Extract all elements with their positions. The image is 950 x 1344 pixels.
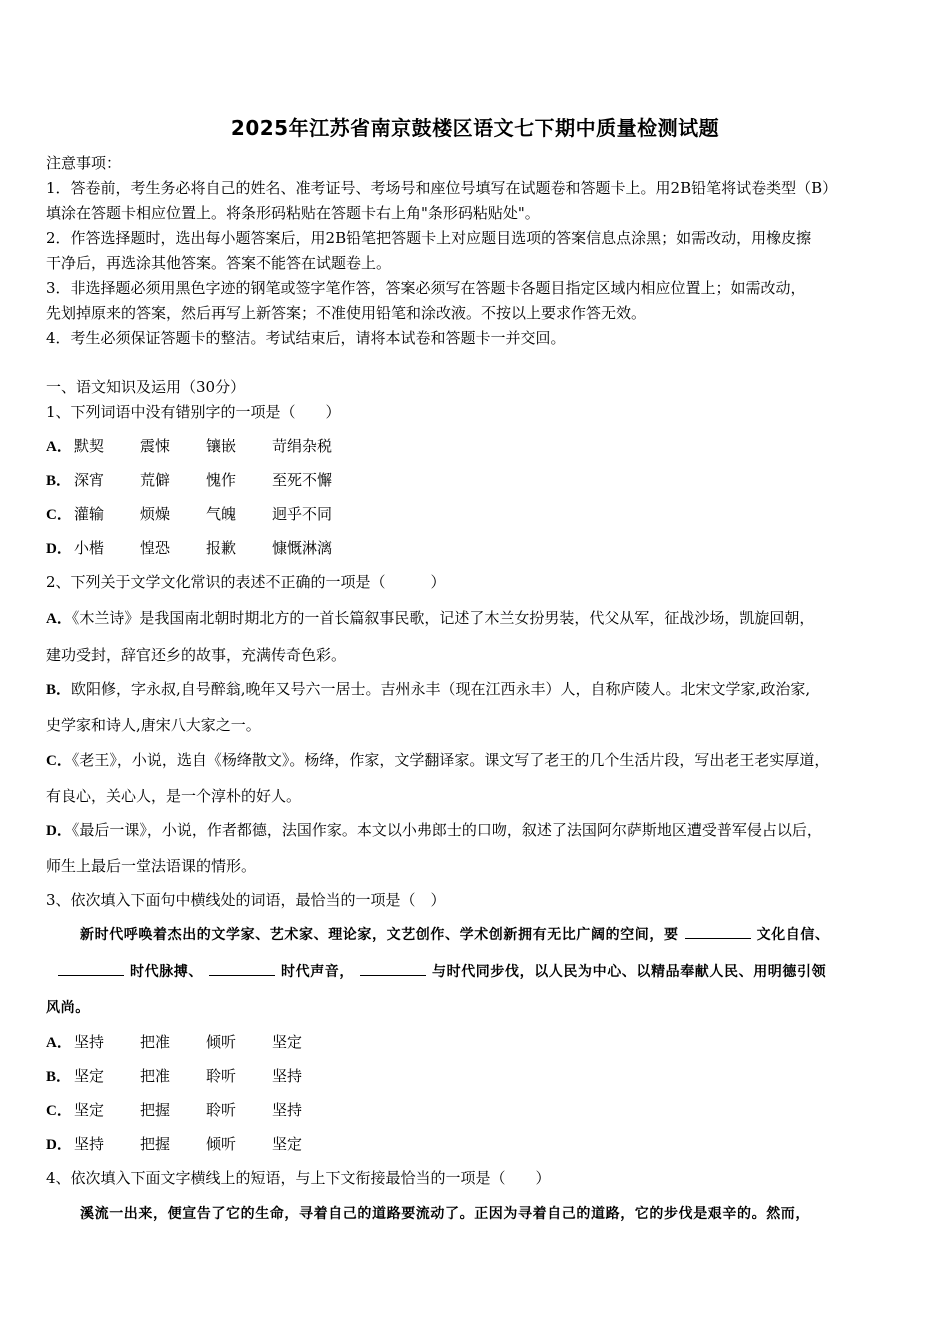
notice-line: 4．考生必须保证答题卡的整洁。考试结束后，请将本试卷和答题卡一并交回。 [46, 329, 566, 347]
question-2-option-c-cont: 有良心，关心人，是一个淳朴的好人。 [46, 787, 302, 805]
notice-line: 填涂在答题卡相应位置上。将条形码粘贴在答题卡右上角"条形码粘贴处"。 [46, 204, 540, 222]
fill-blank [209, 963, 275, 976]
question-3-passage-end: 风尚。 [46, 1000, 90, 1016]
page-title: 2025年江苏省南京鼓楼区语文七下期中质量检测试题 [230, 116, 720, 140]
question-2-stem: 2、下列关于文学文化常识的表述不正确的一项是（ ） [46, 573, 446, 591]
question-3-option-d: D． 坚持 把握 倾听 坚定 [46, 1135, 303, 1153]
fill-blank [360, 963, 426, 976]
question-2-option-b-cont: 史学家和诗人,唐宋八大家之一。 [46, 716, 261, 734]
question-1-option-c: C． 灌输 烦燥 气魄 迥乎不同 [46, 505, 333, 523]
question-3-option-b: B． 坚定 把准 聆听 坚持 [46, 1067, 303, 1085]
question-1-option-a: A． 默契 震悚 镶嵌 苛绢杂税 [46, 437, 333, 455]
question-1-option-b: B． 深宵 荒僻 愧作 至死不懈 [46, 471, 333, 489]
question-3-option-a: A． 坚持 把准 倾听 坚定 [46, 1033, 303, 1051]
question-1-option-d: D． 小楷 惶恐 报歉 慷慨淋漓 [46, 539, 333, 557]
question-3-stem: 3、依次填入下面句中横线处的词语，最恰当的一项是（ ） [46, 891, 446, 909]
fill-blank [58, 963, 124, 976]
notice-line: 先划掉原来的答案，然后再写上新答案；不准使用铅笔和涂改液。不按以上要求作答无效。 [46, 304, 647, 322]
notice-line: 1．答卷前，考生务必将自己的姓名、准考证号、考场号和座位号填写在试题卷和答题卡上。用2B铅笔将试卷类型（B） [46, 179, 838, 197]
question-2-option-a-cont: 建功受封，辞官还乡的故事，充满传奇色彩。 [46, 646, 347, 664]
question-4-passage: 溪流一出来，便宣告了它的生命，寻着自己的道路要流动了。正因为寻着自己的道路，它的步伐是艰辛的。然而， [80, 1206, 810, 1222]
question-3-passage: 新时代呼唤着杰出的文学家、艺术家、理论家，文艺创作、学术创新拥有无比广阔的空间，要 文化自信、 [80, 927, 830, 943]
notice-line: 3．非选择题必须用黑色字迹的钢笔或签字笔作答，答案必须写在答题卡各题目指定区域内相应位置上；如需改动， [46, 279, 806, 297]
question-4-stem: 4、依次填入下面文字横线上的短语，与上下文衔接最恰当的一项是（ ） [46, 1169, 551, 1187]
question-3-passage-cont: 时代脉搏、 时代声音， 与时代同步伐，以人民为中心、以精品奉献人民、用明德引领 [52, 961, 826, 981]
question-2-option-a: A．《木兰诗》是我国南北朝时期北方的一首长篇叙事民歌，记述了木兰女扮男装，代父从军，征战沙场，凯旋回朝， [46, 609, 815, 627]
question-2-option-c: C．《老王》，小说，选自《杨绛散文》。杨绛，作家，文学翻译家。课文写了老王的几个生活片段，写出老王老实厚道， [46, 751, 830, 769]
question-2-option-d: D．《最后一课》，小说，作者都德，法国作家。本文以小弗郎士的口吻，叙述了法国阿尔萨斯地区遭受普军侵占以后， [46, 821, 822, 839]
question-3-option-c: C． 坚定 把握 聆听 坚持 [46, 1101, 303, 1119]
question-2-option-d-cont: 师生上最后一堂法语课的情形。 [46, 857, 257, 875]
section-heading: 一、语文知识及运用（30分） [46, 378, 246, 396]
notice-heading: 注意事项： [46, 154, 122, 172]
notice-line: 2．作答选择题时，选出每小题答案后，用2B铅笔把答题卡上对应题目选项的答案信息点涂黑；如需改动，用橡皮擦 [46, 229, 812, 247]
question-1-stem: 1、下列词语中没有错别字的一项是（ ） [46, 403, 341, 421]
fill-blank [685, 926, 751, 939]
notice-line: 干净后，再选涂其他答案。答案不能答在试题卷上。 [46, 254, 392, 272]
question-2-option-b: B．欧阳修，字永叔,自号醉翁,晚年又号六一居士。吉州永丰（现在江西永丰）人，自称庐陵人。北宋文学家,政治家, [46, 680, 811, 698]
